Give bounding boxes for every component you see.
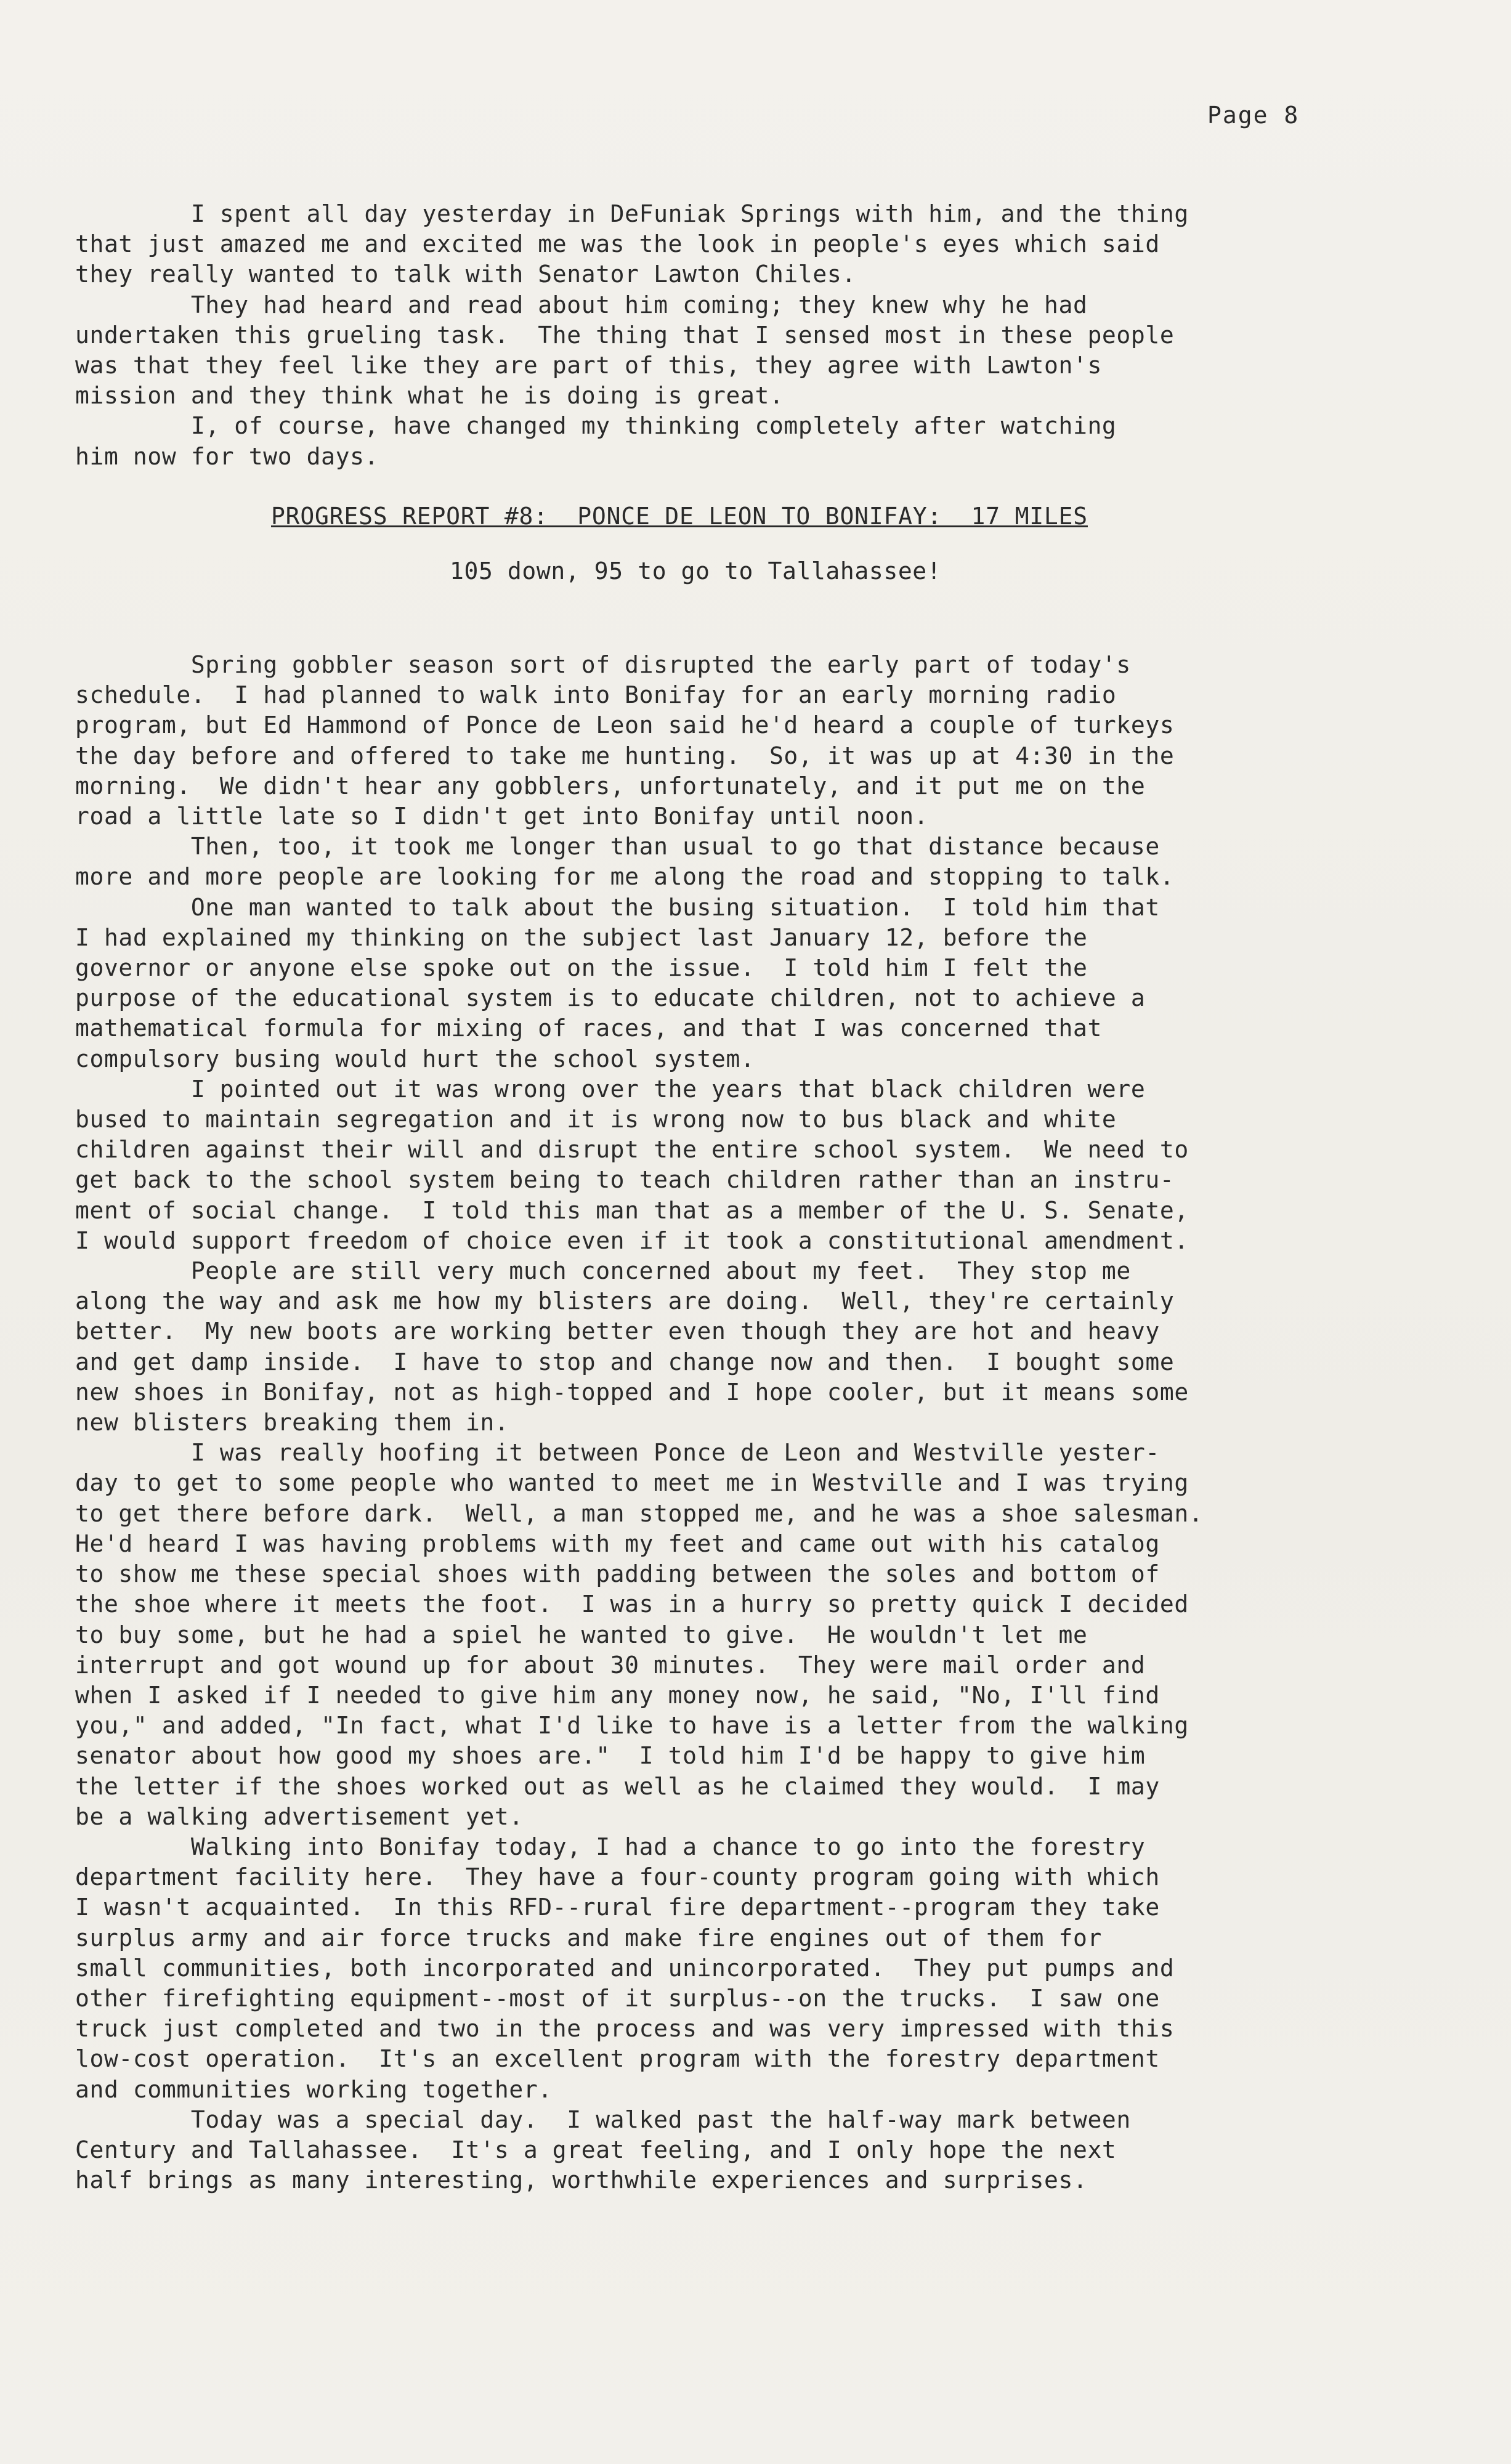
text-line: I had explained my thinking on the subject last January 12, before the <box>75 923 1088 951</box>
report-paragraph <box>75 893 1467 1074</box>
text-line: undertaken this grueling task. The thing that I sensed most in these people <box>75 321 1175 349</box>
intro-text <box>75 199 1467 472</box>
text-line: ment of social change. I told this man that as a member of the U. S. Senate, <box>75 1196 1189 1224</box>
text-line: Today was a special day. I walked past the half-way mark between <box>75 2105 1131 2133</box>
text-line: new shoes in Bonifay, not as high-topped and I hope cooler, but it means some <box>75 1378 1189 1406</box>
text-line: He'd heard I was having problems with my feet and came out with his catalog <box>75 1530 1160 1557</box>
text-line: new blisters breaking them in. <box>75 1409 509 1437</box>
report-paragraph <box>75 1256 1467 1438</box>
text-line: be a walking advertisement yet. <box>75 1802 524 1830</box>
text-line: governor or anyone else spoke out on the issue. I told him I felt the <box>75 954 1088 982</box>
text-line: One man wanted to talk about the busing situation. I told him that <box>75 893 1160 921</box>
report-paragraph <box>75 832 1467 892</box>
text-line: Century and Tallahassee. It's a great feeling, and I only hope the next <box>75 2136 1117 2163</box>
text-line: the shoe where it meets the foot. I was in a hurry so pretty quick I decided <box>75 1591 1189 1618</box>
text-line: I pointed out it was wrong over the years that black children were <box>75 1075 1146 1103</box>
report-paragraph <box>75 2105 1467 2196</box>
text-line: when I asked if I needed to give him any money now, he said, "No, I'll find <box>75 1681 1160 1709</box>
report-paragraph <box>75 1438 1467 1832</box>
text-line: you," and added, "In fact, what I'd like to have is a letter from the walking <box>75 1712 1189 1740</box>
text-line: interrupt and got wound up for about 30 minutes. They were mail order and <box>75 1651 1146 1679</box>
text-line: road a little late so I didn't get into Bonifay until noon. <box>75 803 929 830</box>
text-line: the letter if the shoes worked out as well as he claimed they would. I may <box>75 1772 1160 1800</box>
text-line: bused to maintain segregation and it is wrong now to bus black and white <box>75 1106 1117 1133</box>
text-line: department facility here. They have a four-county program going with which <box>75 1863 1160 1891</box>
text-line: more and more people are looking for me along the road and stopping to talk. <box>75 863 1175 891</box>
text-line: and get damp inside. I have to stop and change now and then. I bought some <box>75 1348 1175 1376</box>
intro-paragraph <box>75 199 1467 290</box>
text-line: They had heard and read about him coming; they knew why he had <box>75 291 1088 318</box>
report-title: PROGRESS REPORT #8: PONCE DE LEON TO BONIFAY: 17 MILES <box>271 503 1088 530</box>
text-line: senator about how good my shoes are." I told him I'd be happy to give him <box>75 1742 1146 1770</box>
report-paragraph <box>75 650 1467 832</box>
intro-paragraph <box>75 411 1467 471</box>
text-line: along the way and ask me how my blisters are doing. Well, they're certainly <box>75 1287 1175 1315</box>
text-line: I spent all day yesterday in DeFuniak Springs with him, and the thing <box>75 200 1189 227</box>
text-line: they really wanted to talk with Senator Lawton Chiles. <box>75 261 856 288</box>
text-line: morning. We didn't hear any gobblers, unfortunately, and it put me on the <box>75 772 1146 800</box>
text-line: small communities, both incorporated and unincorporated. They put pumps and <box>75 1954 1175 1982</box>
text-line: to show me these special shoes with padding between the soles and bottom of <box>75 1560 1160 1588</box>
text-line: program, but Ed Hammond of Ponce de Leon said he'd heard a couple of turkeys <box>75 711 1175 739</box>
text-line: to get there before dark. Well, a man stopped me, and he was a shoe salesman. <box>75 1499 1204 1527</box>
text-line: half brings as many interesting, worthwhile experiences and surprises. <box>75 2166 1088 2194</box>
text-line: to buy some, but he had a spiel he wanted to give. He wouldn't let me <box>75 1621 1088 1648</box>
text-line: surplus army and air force trucks and make fire engines out of them for <box>75 1924 1102 1951</box>
text-line: mathematical formula for mixing of races, and that I was concerned that <box>75 1015 1102 1042</box>
text-line: Spring gobbler season sort of disrupted the early part of today's <box>75 651 1131 678</box>
text-line: and communities working together. <box>75 2075 553 2103</box>
text-line: I was really hoofing it between Ponce de Leon and Westville yester- <box>75 1439 1160 1467</box>
text-line: compulsory busing would hurt the school system. <box>75 1045 755 1072</box>
text-line: the day before and offered to take me hunting. So, it was up at 4:30 in the <box>75 742 1175 769</box>
tally-line: 105 down, 95 to go to Tallahassee! <box>450 557 942 585</box>
text-line: I, of course, have changed my thinking completely after watching <box>75 412 1117 440</box>
text-line: I would support freedom of choice even if it took a constitutional amendment. <box>75 1226 1189 1254</box>
text-line: him now for two days. <box>75 442 379 470</box>
report-text <box>75 650 1467 2195</box>
text-line: People are still very much concerned about my feet. They stop me <box>75 1257 1131 1285</box>
text-line: truck just completed and two in the process and was very impressed with this <box>75 2015 1175 2043</box>
text-line: was that they feel like they are part of this, they agree with Lawton's <box>75 352 1102 379</box>
text-line: Walking into Bonifay today, I had a chance to go into the forestry <box>75 1833 1146 1860</box>
text-line: Then, too, it took me longer than usual to go that distance because <box>75 833 1160 861</box>
text-line: other firefighting equipment--most of it surplus--on the trucks. I saw one <box>75 1984 1160 2012</box>
text-line: day to get to some people who wanted to meet me in Westville and I was trying <box>75 1469 1189 1497</box>
text-line: purpose of the educational system is to educate children, not to achieve a <box>75 984 1146 1012</box>
intro-paragraph <box>75 290 1467 411</box>
report-paragraph <box>75 1832 1467 2105</box>
text-line: children against their will and disrupt the entire school system. We need to <box>75 1136 1189 1164</box>
page-number: Page 8 <box>1207 102 1300 129</box>
text-line: mission and they think what he is doing is great. <box>75 382 784 410</box>
text-line: better. My new boots are working better even though they are hot and heavy <box>75 1318 1160 1345</box>
text-line: get back to the school system being to teach children rather than an instru- <box>75 1166 1175 1194</box>
text-line: I wasn't acquainted. In this RFD--rural fire department--program they take <box>75 1894 1160 1921</box>
report-paragraph <box>75 1074 1467 1256</box>
text-line: schedule. I had planned to walk into Bonifay for an early morning radio <box>75 681 1117 709</box>
text-line: that just amazed me and excited me was the look in people's eyes which said <box>75 230 1160 258</box>
text-line: low-cost operation. It's an excellent program with the forestry department <box>75 2045 1160 2073</box>
